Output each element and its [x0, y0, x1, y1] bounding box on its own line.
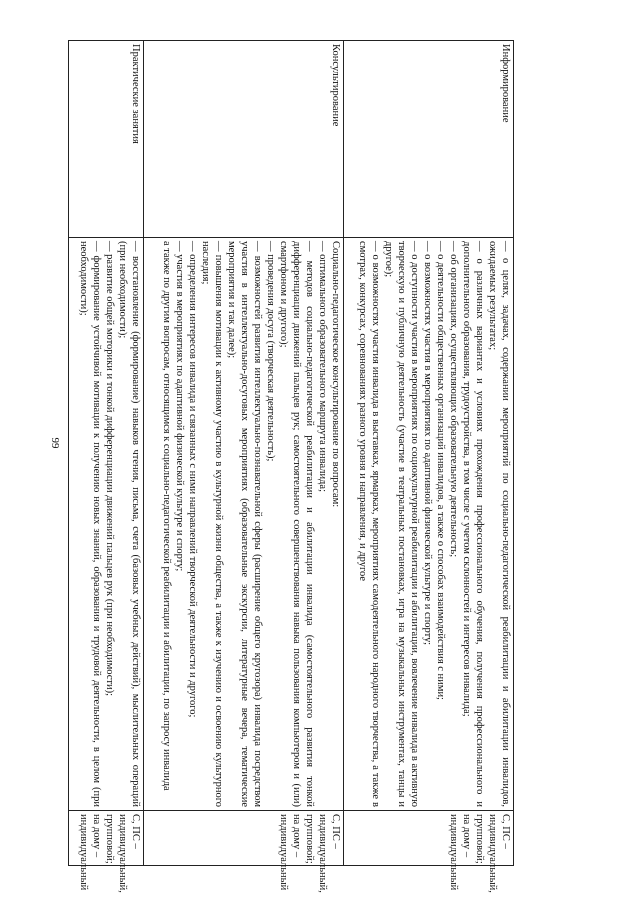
content-line: Социально-педагогическое консультирование по вопросам: — [330, 241, 341, 508]
content-line: — методов социально-педагогической реабилитации и абилитации инвалида (самостоятельного развития тонкой дифференциации движений пальцев рук; самостоятельного совершенствования навыка пользования компьютером и (или) смартфоном и другого); — [278, 241, 315, 807]
service-name: Практические занятия — [69, 41, 144, 238]
content-line: — формирование устойчивой мотивации к получению новых знаний, образования и трудовой деятельности, в целом (при необходимости); — [78, 241, 102, 807]
service-content — [69, 238, 144, 811]
content-line: — о возможностях участия инвалида в выставках, ярмарках, мероприятиях самодеятельного народного творчества, а также в смотрах, конкурсах, соревнованиях разного уровня и направления, и другое — [357, 241, 381, 807]
content-line: — о различных вариантах и условиях прохождения профессионального обучения, получения профессионального и дополнительного образования, трудоустройства, в том числе с учетом склонностей и интересов инвалида; — [461, 241, 485, 807]
content-line: — повышения мотивации к активному участию в культурной жизни общества, а также к изучению и освоению культурного наследия; — [200, 241, 224, 807]
service-name: Консультирование — [144, 41, 344, 238]
content-line: — проведения досуга (творческая деятельность); — [265, 241, 276, 462]
table-row — [144, 41, 344, 866]
content-line: — о деятельности общественных организаций инвалидов, а также о способах взаимодействия с ними; — [435, 241, 446, 700]
content-line: — участия в мероприятиях по адаптивной физической культуре и спорту; — [174, 241, 185, 572]
page-number: 99 — [49, 437, 61, 449]
service-form: С, ПС – индивидуальный, групповой; на дому – индивидуальный — [144, 811, 344, 866]
content-line: а также по другим вопросам, относящимся к социально-педагогической реабилитации и абилитации, по запросу инвалида — [161, 241, 172, 791]
content-line: — о доступности участия в мероприятиях по социокультурной реабилитации и абилитации, вовлечение инвалида в активную творческую и публичную деятельность (участие в театральных постановках, игра на музыкальных инструментах, танцы и другое); — [383, 241, 420, 807]
content-line: — восстановление (формирование) навыков чтения, письма, счета (базовых учебных действий), мыслительных операций (при необходимости); — [117, 241, 141, 807]
content-line: — об организациях, осуществляющих образовательную деятельность; — [448, 241, 459, 558]
service-content — [144, 238, 344, 811]
content-line: — развитие общей моторики и тонкой дифференциации движений пальцев рук (при необходимости); — [104, 241, 115, 697]
content-line: — о целях, задачах, содержании мероприятий по социально-педагогической реабилитации и абилитации инвалидов, ожидаемых результатах; — [487, 241, 511, 807]
content-line: — определения интересов инвалида и связанных с ними направлений творческой деятельности и другого; — [187, 241, 198, 718]
content-line: — о возможностях участия в мероприятиях по адаптивной физической культуре и спорту; — [422, 241, 433, 646]
table-row — [344, 41, 514, 866]
content-line: — оптимального образовательного маршрута инвалида; — [317, 241, 328, 492]
service-content — [344, 238, 514, 811]
content-line: — возможностей развития интеллектуально-познавательной сферы (расширение общего кругозора) инвалида посредством участия в интеллектуально-досуговых мероприятиях (образовательные экскурсии, литературные вечера, тематические мероприятия и так далее); — [226, 241, 263, 807]
table-row — [69, 41, 144, 866]
services-table — [68, 40, 514, 893]
rotated-table-wrapper — [68, 40, 514, 893]
service-form: С, ПС – индивидуальный, групповой; на дому – индивидуальный — [344, 811, 514, 866]
service-name: Информирование — [344, 41, 514, 238]
service-form: С, ПС – индивидуальный, групповой; на дому – индивидуальный — [69, 811, 144, 866]
